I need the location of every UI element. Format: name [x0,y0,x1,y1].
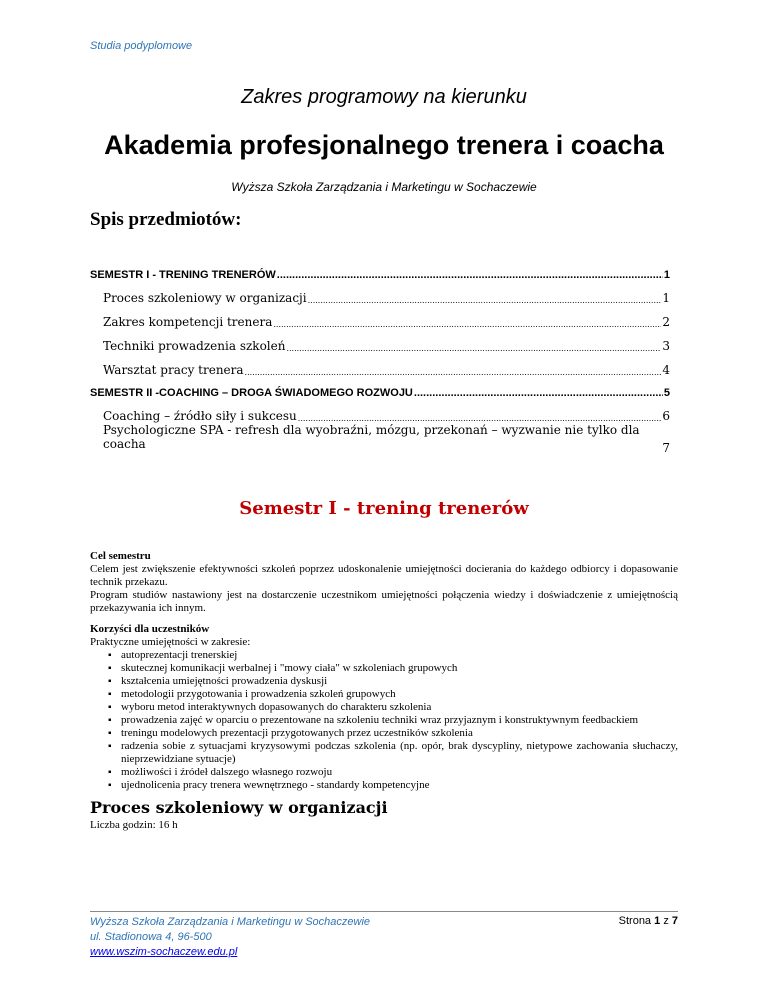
list-item: ▪ radzenia sobie z sytuacjami kryzysowymi podczas szkolenia (np. opór, brak dyscypliny, nietypowe zachowania słuchaczy, nieprzewidziane sytuacje) [108,740,678,766]
list-item: ▪ ujednolicenia pracy trenera wewnętrznego - standardy kompetencyjne [108,779,678,792]
toc-entry-label: Proces szkoleniowy w organizacji [103,291,307,305]
toc-heading: Spis przedmiotów: [90,209,242,230]
toc-page-number: 1 [662,291,670,305]
page-total: 7 [671,915,678,927]
cel-paragraph-2: Program studiów nastawiony jest na dostarczenie uczestnikom umiejętności połączenia wiedzy i doświadczenie z umiejętnością przekazywania ich innym. [90,589,678,614]
toc-entry-long[interactable] [90,423,670,455]
footer-website-link[interactable]: www.wszim-sochaczew.edu.pl [90,946,238,958]
list-item: ▪ możliwości i źródeł dalszego własnego rozwoju [108,766,678,779]
page-footer [90,911,678,960]
page-counter [619,915,678,927]
toc-page-number: 4 [662,363,670,377]
toc-entry-label: Zakres kompetencji trenera [103,315,273,329]
list-item: ▪ wyboru metod interaktywnych dopasowanych do charakteru szkolenia [108,701,678,714]
toc-entry[interactable] [90,305,670,329]
footer-school: Wyższa Szkoła Zarządzania i Marketingu w Sochaczewie [90,916,371,928]
toc-page-number: 5 [663,387,670,399]
header-label: Studia podyplomowe [90,40,193,52]
toc-entry-label: SEMESTR II -COACHING – DROGA ŚWIADOMEGO ROZWOJU [90,387,413,399]
toc-leader [286,344,661,353]
toc-leader [308,296,662,305]
toc-page-number: 2 [662,315,670,329]
toc-leader [245,368,662,377]
page-number: 1 [654,915,661,927]
korzysci-intro: Praktyczne umiejętności w zakresie: [90,636,251,648]
cel-paragraph-1: Celem jest zwiększenie efektywności szkoleń poprzez udoskonalenie umiejętności docierania do każdego odbiorcy i dopasowanie technik przekazu. [90,563,678,588]
list-item: ▪ kształcenia umiejętności prowadzenia dyskusji [108,675,678,688]
school-name: Wyższa Szkoła Zarządzania i Marketingu w Sochaczewie [231,180,537,194]
section-hours: Liczba godzin: 16 h [90,819,178,831]
list-item: ▪ prowadzenia zajęć w oparciu o prezentowane na szkoleniu techniki wraz przyjaznym i konstruktywnym feedbackiem [108,714,678,727]
toc-page-number: 1 [663,269,670,281]
toc-leader [277,269,663,281]
toc-leader [298,414,662,423]
toc-leader [273,320,661,329]
subtitle: Zakres programowy na kierunku [241,86,527,108]
document-body [90,550,678,832]
toc-entry-label: Psychologiczne SPA - refresh dla wyobraźni, mózgu, przekonań – wyzwanie nie tylko dla coacha [103,423,640,451]
toc-page-number: 6 [662,409,670,423]
toc-entry[interactable] [90,281,670,305]
semester-heading: Semestr I - trening trenerów [239,498,529,519]
toc-entry-semester-1[interactable] [90,259,670,281]
section-title: Proces szkoleniowy w organizacji [90,798,388,817]
list-item: ▪ treningu modelowych prezentacji przygotowanych przez uczestników szkolenia [108,727,678,740]
list-item: ▪ metodologii przygotowania i prowadzenia szkoleń grupowych [108,688,678,701]
page-mid: z [663,915,669,927]
page-title: Akademia profesjonalnego trenera i coacha [104,130,664,160]
korzysci-heading: Korzyści dla uczestników [90,623,210,635]
table-of-contents [90,259,670,455]
toc-entry-label: Techniki prowadzenia szkoleń [103,339,286,353]
cel-heading: Cel semestru [90,550,151,562]
toc-entry-label: Coaching – źródło siły i sukcesu [103,409,297,423]
toc-entry-semester-2[interactable] [90,377,670,399]
toc-entry-label: Warsztat pracy trenera [103,363,244,377]
toc-page-number: 3 [662,339,670,353]
toc-entry[interactable] [90,353,670,377]
page-prefix: Strona [618,915,652,927]
toc-page-number: 7 [662,441,670,455]
list-item: ▪ skutecznej komunikacji werbalnej i "mowy ciała" w szkoleniach grupowych [108,662,678,675]
toc-entry[interactable] [90,329,670,353]
toc-leader [414,387,663,399]
benefits-list [90,649,678,792]
list-item: ▪ autoprezentacji trenerskiej [108,649,678,662]
toc-entry-label: SEMESTR I - TRENING TRENERÓW [90,269,276,281]
toc-entry[interactable] [90,399,670,423]
footer-address: ul. Stadionowa 4, 96-500 [90,931,212,943]
